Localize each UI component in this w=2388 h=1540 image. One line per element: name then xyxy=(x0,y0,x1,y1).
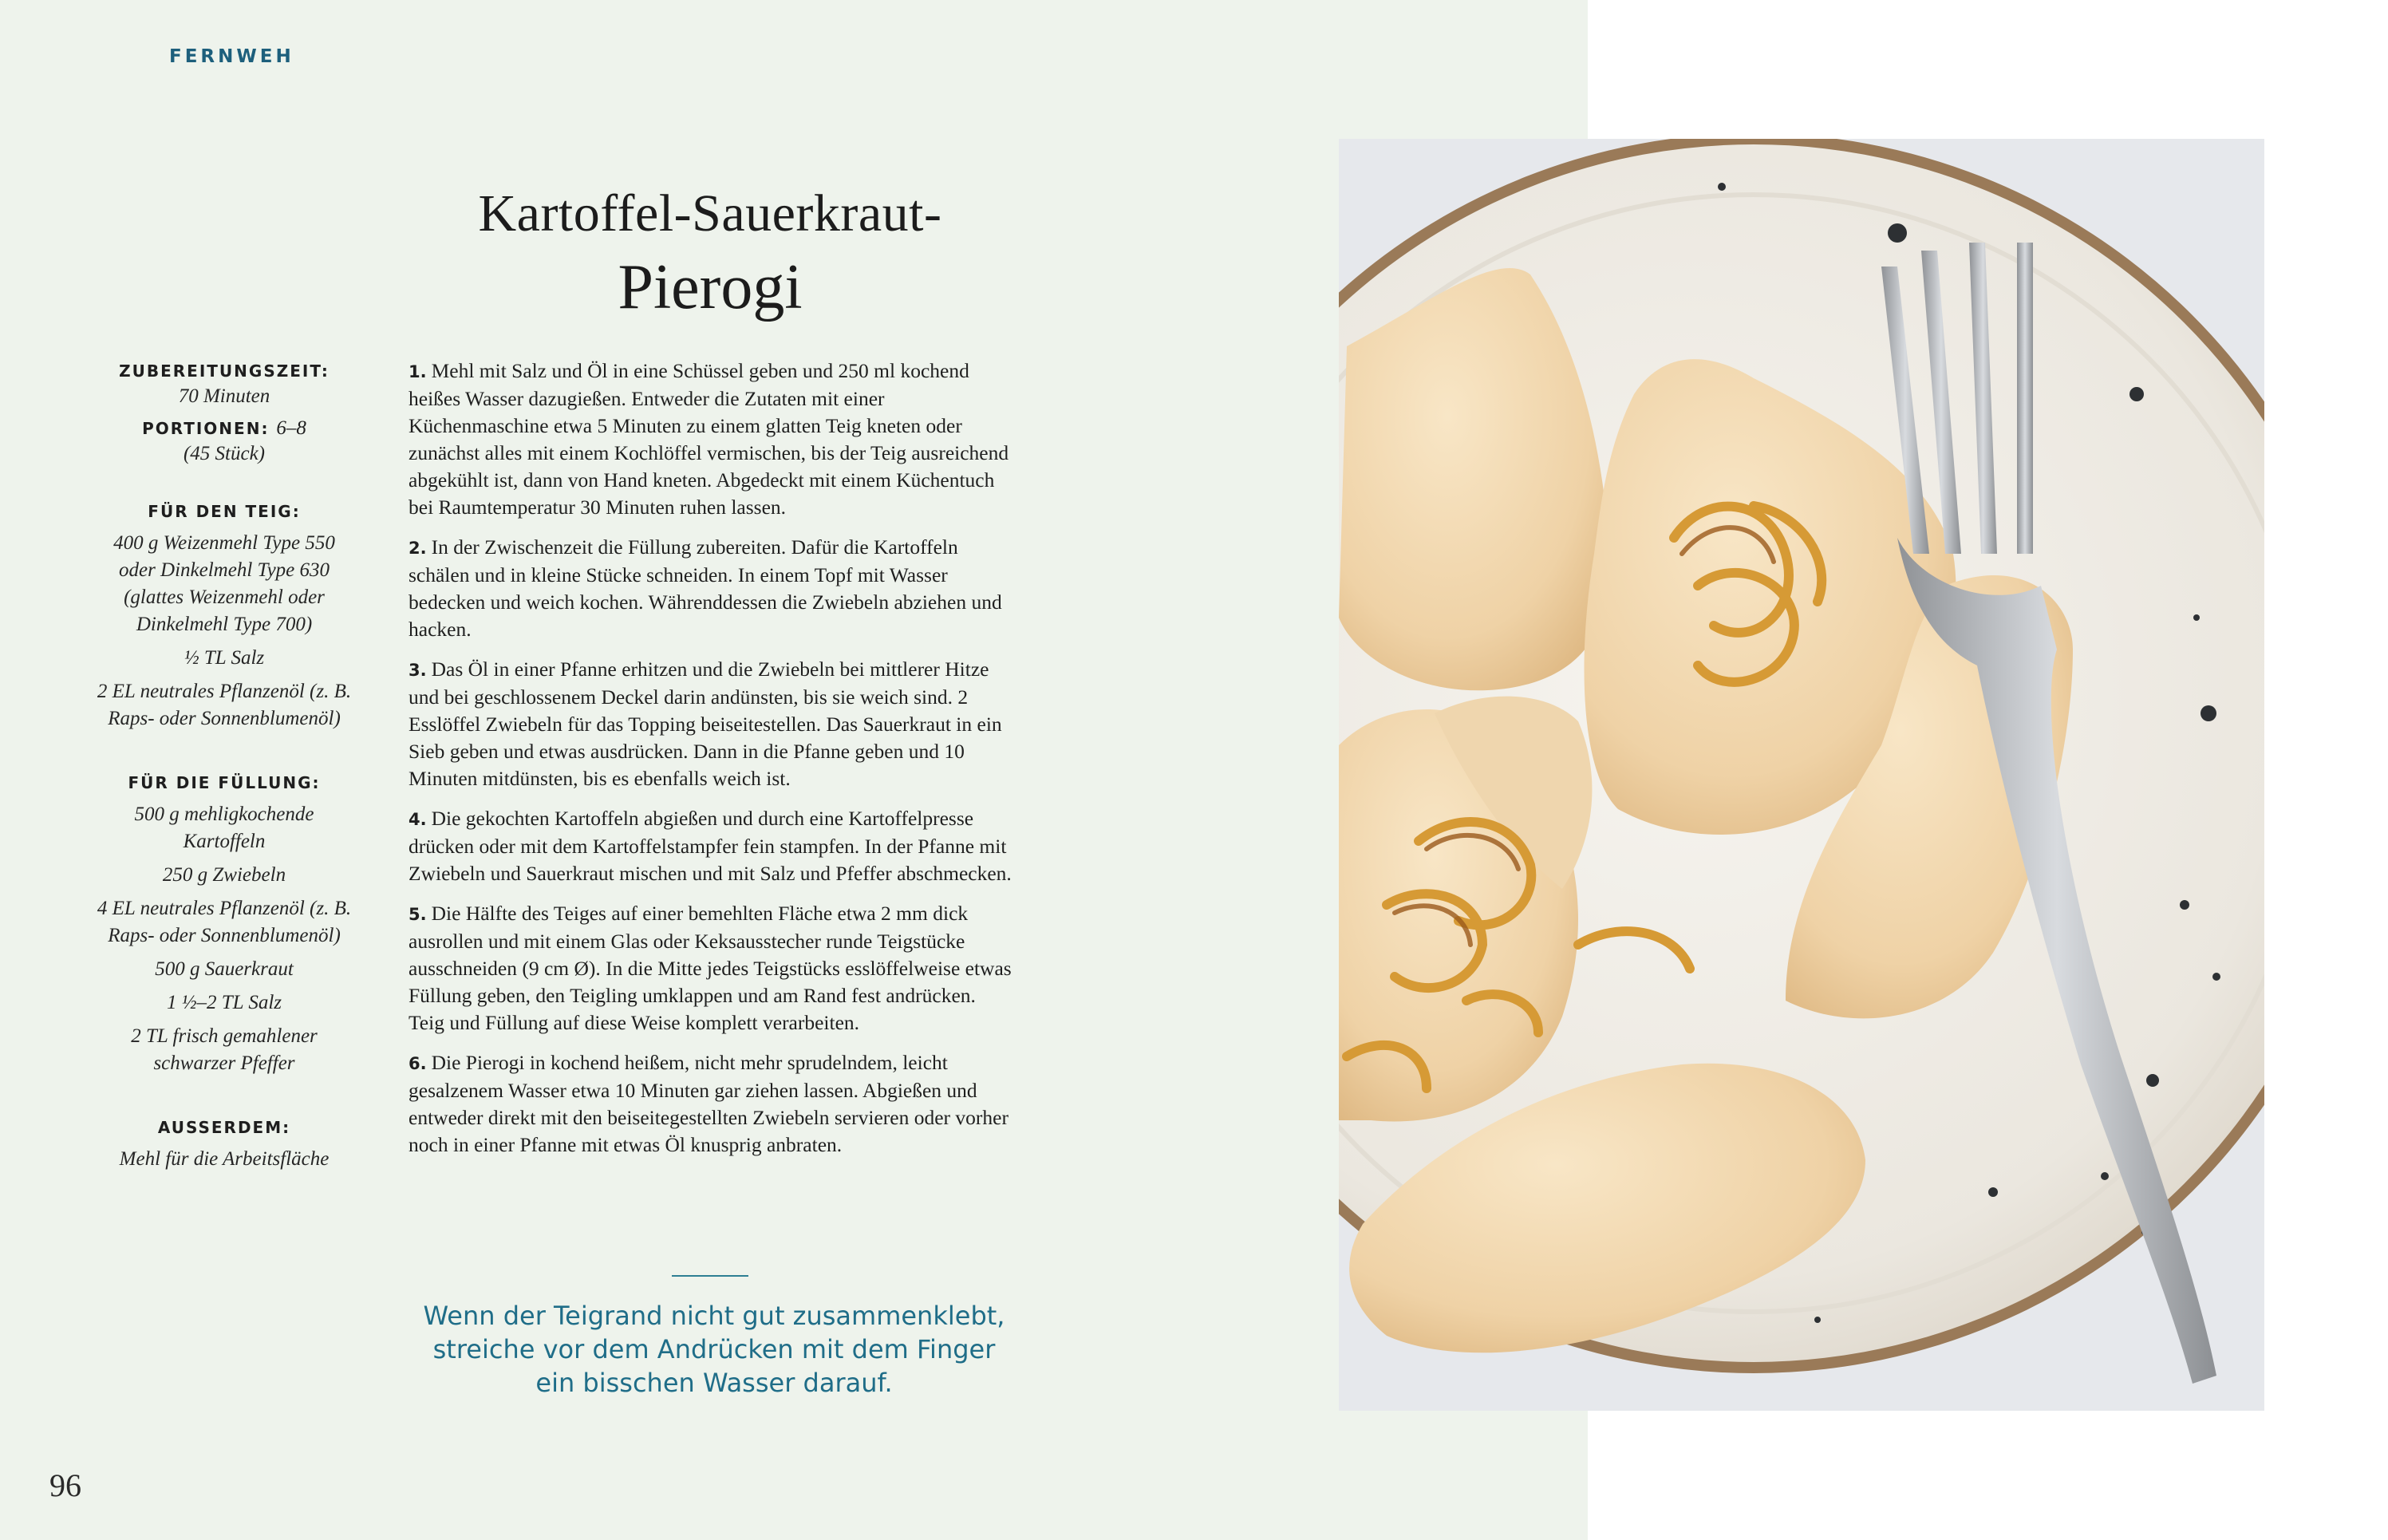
ingredients-sidebar xyxy=(96,359,353,1179)
ingredient-item: 4 EL neutrales Pflanzenöl (z. B. Raps- oder Sonnenblumenöl) xyxy=(97,898,352,946)
portions-row xyxy=(96,417,353,440)
recipe-title-line1: Kartoffel-Sauerkraut- xyxy=(478,184,942,243)
recipe-title-line2: Pierogi xyxy=(618,252,803,322)
extra-heading: AUSSERDEM: xyxy=(157,1118,291,1137)
step-text: Die Pierogi in kochend heißem, nicht mehr sprudelndem, leicht gesalzenem Wasser etwa 10 Minuten gar ziehen lassen. Abgießen und entweder direkt mit den beiseitegestellten Zwiebeln servieren oder vorher noch in einer Pfanne mit etwas Öl knusprig anbraten. xyxy=(409,1051,1008,1156)
ingredient-item: 2 TL frisch gemahlener schwarzer Pfeffer xyxy=(131,1025,318,1074)
tip-line: ein bisschen Wasser darauf. xyxy=(535,1368,893,1398)
step-number: 1. xyxy=(409,362,427,381)
prep-time-value: 70 Minuten xyxy=(178,385,270,407)
step-number: 4. xyxy=(409,810,427,829)
step-number: 3. xyxy=(409,661,427,680)
step-text: Die gekochten Kartoffeln abgießen und durch eine Kartoffelpresse drücken oder mit dem Kartoffelstampfer fein stampfen. In der Pfanne mit Zwiebeln und Sauerkraut mischen und mit Salz und Pfeffer abschmecken. xyxy=(409,807,1012,885)
step-number: 6. xyxy=(409,1054,427,1073)
page-number: 96 xyxy=(49,1467,81,1503)
recipe-title xyxy=(383,182,1037,326)
step-text: Die Hälfte des Teiges auf einer bemehlten Fläche etwa 2 mm dick ausrollen und mit einem Glas oder Keksausstecher runde Teigstücke ausschneiden (9 cm Ø). In die Mitte jedes Teigstücks esslöffelweise etwas Füllung geben, den Teigling umklappen und am Rand fest andrücken. Teig und Füllung auf diese Weise komplett verarbeiten. xyxy=(409,902,1012,1034)
ingredient-item: ½ TL Salz xyxy=(184,647,265,669)
step-number: 2. xyxy=(409,539,427,558)
ingredient-item: 1 ½–2 TL Salz xyxy=(166,992,282,1013)
ingredient-item: 400 g Weizenmehl Type 550 oder Dinkelmehl Type 630 (glattes Weizenmehl oder Dinkelmehl Type 700) xyxy=(113,532,335,635)
step-5 xyxy=(409,900,1015,1037)
tip-text xyxy=(415,1299,1013,1400)
dough-heading: FÜR DEN TEIG: xyxy=(148,502,301,521)
step-2 xyxy=(409,534,1015,643)
recipe-steps xyxy=(409,357,1015,1171)
step-1 xyxy=(409,357,1015,521)
portions-note: (45 Stück) xyxy=(183,443,266,464)
step-4 xyxy=(409,805,1015,887)
portions-label: PORTIONEN: xyxy=(142,419,270,438)
prep-time-label: ZUBEREITUNGSZEIT: xyxy=(119,361,330,381)
tip-line: Wenn der Teigrand nicht gut zusammenklebt, xyxy=(423,1301,1005,1331)
step-text: Mehl mit Salz und Öl in eine Schüssel geben und 250 ml kochend heißes Wasser dazugießen. Entweder die Zutaten mit einer Küchenmaschine etwa 5 Minuten zu einem glatten Teig kneten oder zunächst alles mit einem Kochlöffel vermischen, bis der Teig ausreichend abgekühlt ist, dann von Hand kneten. Abgedeckt mit einem Küchentuch bei Raumtemperatur 30 Minuten ruhen lassen. xyxy=(409,359,1009,519)
step-3 xyxy=(409,656,1015,792)
filling-heading: FÜR DIE FÜLLUNG: xyxy=(128,773,321,792)
step-6 xyxy=(409,1049,1015,1159)
portions-value: 6–8 xyxy=(276,417,306,439)
ingredient-item: Mehl für die Arbeitsfläche xyxy=(119,1148,330,1170)
tip-line: streiche vor dem Andrücken mit dem Finger xyxy=(432,1334,996,1364)
step-text: In der Zwischenzeit die Füllung zubereiten. Dafür die Kartoffeln schälen und in kleine Stücke schneiden. In einem Topf mit Wasser bedecken und weich kochen. Währenddessen die Zwiebeln abziehen und hacken. xyxy=(409,535,1002,641)
ingredient-item: 2 EL neutrales Pflanzenöl (z. B. Raps- oder Sonnenblumenöl) xyxy=(97,681,352,729)
tip-divider xyxy=(672,1275,748,1277)
ingredient-item: 500 g mehligkochende Kartoffeln xyxy=(134,804,314,852)
ingredient-item: 500 g Sauerkraut xyxy=(155,958,294,980)
step-number: 5. xyxy=(409,905,427,924)
ingredient-item: 250 g Zwiebeln xyxy=(162,864,286,886)
step-text: Das Öl in einer Pfanne erhitzen und die Zwiebeln bei mittlerer Hitze und bei geschlossenem Deckel darin andünsten, bis sie weich sind. 2 Esslöffel Zwiebeln für das Topping beiseitestellen. Das Sauerkraut in ein Sieb geben und etwas ausdrücken. Dann in die Pfanne geben und 10 Minuten mitdünsten, bis es ebenfalls weich ist. xyxy=(409,657,1002,790)
section-label: FERNWEH xyxy=(169,46,294,67)
pierogi-photo xyxy=(1339,139,2264,1411)
